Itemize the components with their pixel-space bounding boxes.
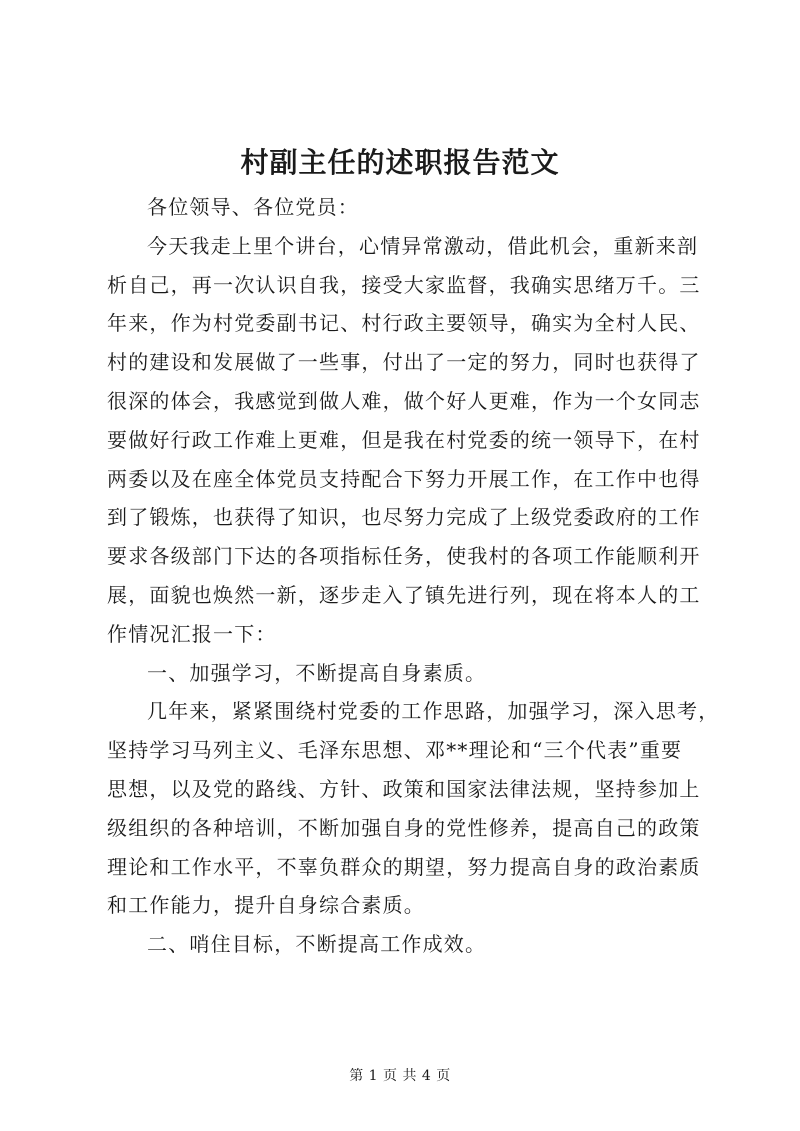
paragraph-line: 要做好行政工作难上更难，但是我在村党委的统一领导下，在村	[107, 427, 701, 452]
page-footer: 第 1 页 共 4 页	[349, 1068, 451, 1084]
paragraph-line: 理论和工作水平，不辜负群众的期望，努力提高自身的政治素质	[107, 854, 701, 879]
paragraph-line: 今天我走上里个讲台，心情异常激动，借此机会，重新来剖	[147, 233, 699, 258]
paragraph-line: 作情况汇报一下：	[107, 621, 277, 646]
paragraph-intro	[107, 227, 701, 654]
paragraph-line: 几年来，紧紧围绕村党委的工作思路，加强学习，深入思考，	[147, 699, 720, 724]
paragraph-line: 村的建设和发展做了一些事，付出了一定的努力，同时也获得了	[107, 350, 701, 375]
section-heading-1: 一、加强学习，不断提高自身素质。	[147, 660, 487, 685]
paragraph-study	[107, 692, 720, 925]
paragraph-line: 坚持学习马列主义、毛泽东思想、邓**理论和“三个代表”重要	[107, 738, 683, 763]
paragraph-line: 思想，以及党的路线、方针、政策和国家法律法规，坚持参加上	[107, 776, 701, 801]
paragraph-line: 析自己，再一次认识自我，接受大家监督，我确实思绪万千。三	[107, 272, 701, 297]
document-title: 村副主任的述职报告范文	[240, 146, 560, 179]
paragraph-line: 和工作能力，提升自身综合素质。	[107, 893, 425, 918]
paragraph-line: 很深的体会，我感觉到做人难，做个好人更难，作为一个女同志	[107, 388, 701, 413]
paragraph-line: 到了锻炼，也获得了知识，也尽努力完成了上级党委政府的工作	[107, 505, 701, 530]
paragraph-line: 展，面貌也焕然一新，逐步走入了镇先进行列，现在将本人的工	[107, 582, 701, 607]
paragraph-line: 要求各级部门下达的各项指标任务，使我村的各项工作能顺利开	[107, 544, 701, 569]
paragraph-line: 级组织的各种培训，不断加强自身的党性修养，提高自己的政策	[107, 815, 701, 840]
salutation: 各位领导、各位党员：	[147, 195, 359, 219]
paragraph-line: 两委以及在座全体党员支持配合下努力开展工作，在工作中也得	[107, 466, 701, 491]
document-body	[107, 188, 720, 964]
paragraph-line: 年来，作为村党委副书记、村行政主要领导，确实为全村人民、	[107, 311, 701, 336]
section-heading-2: 二、哨住目标，不断提高工作成效。	[147, 932, 487, 957]
